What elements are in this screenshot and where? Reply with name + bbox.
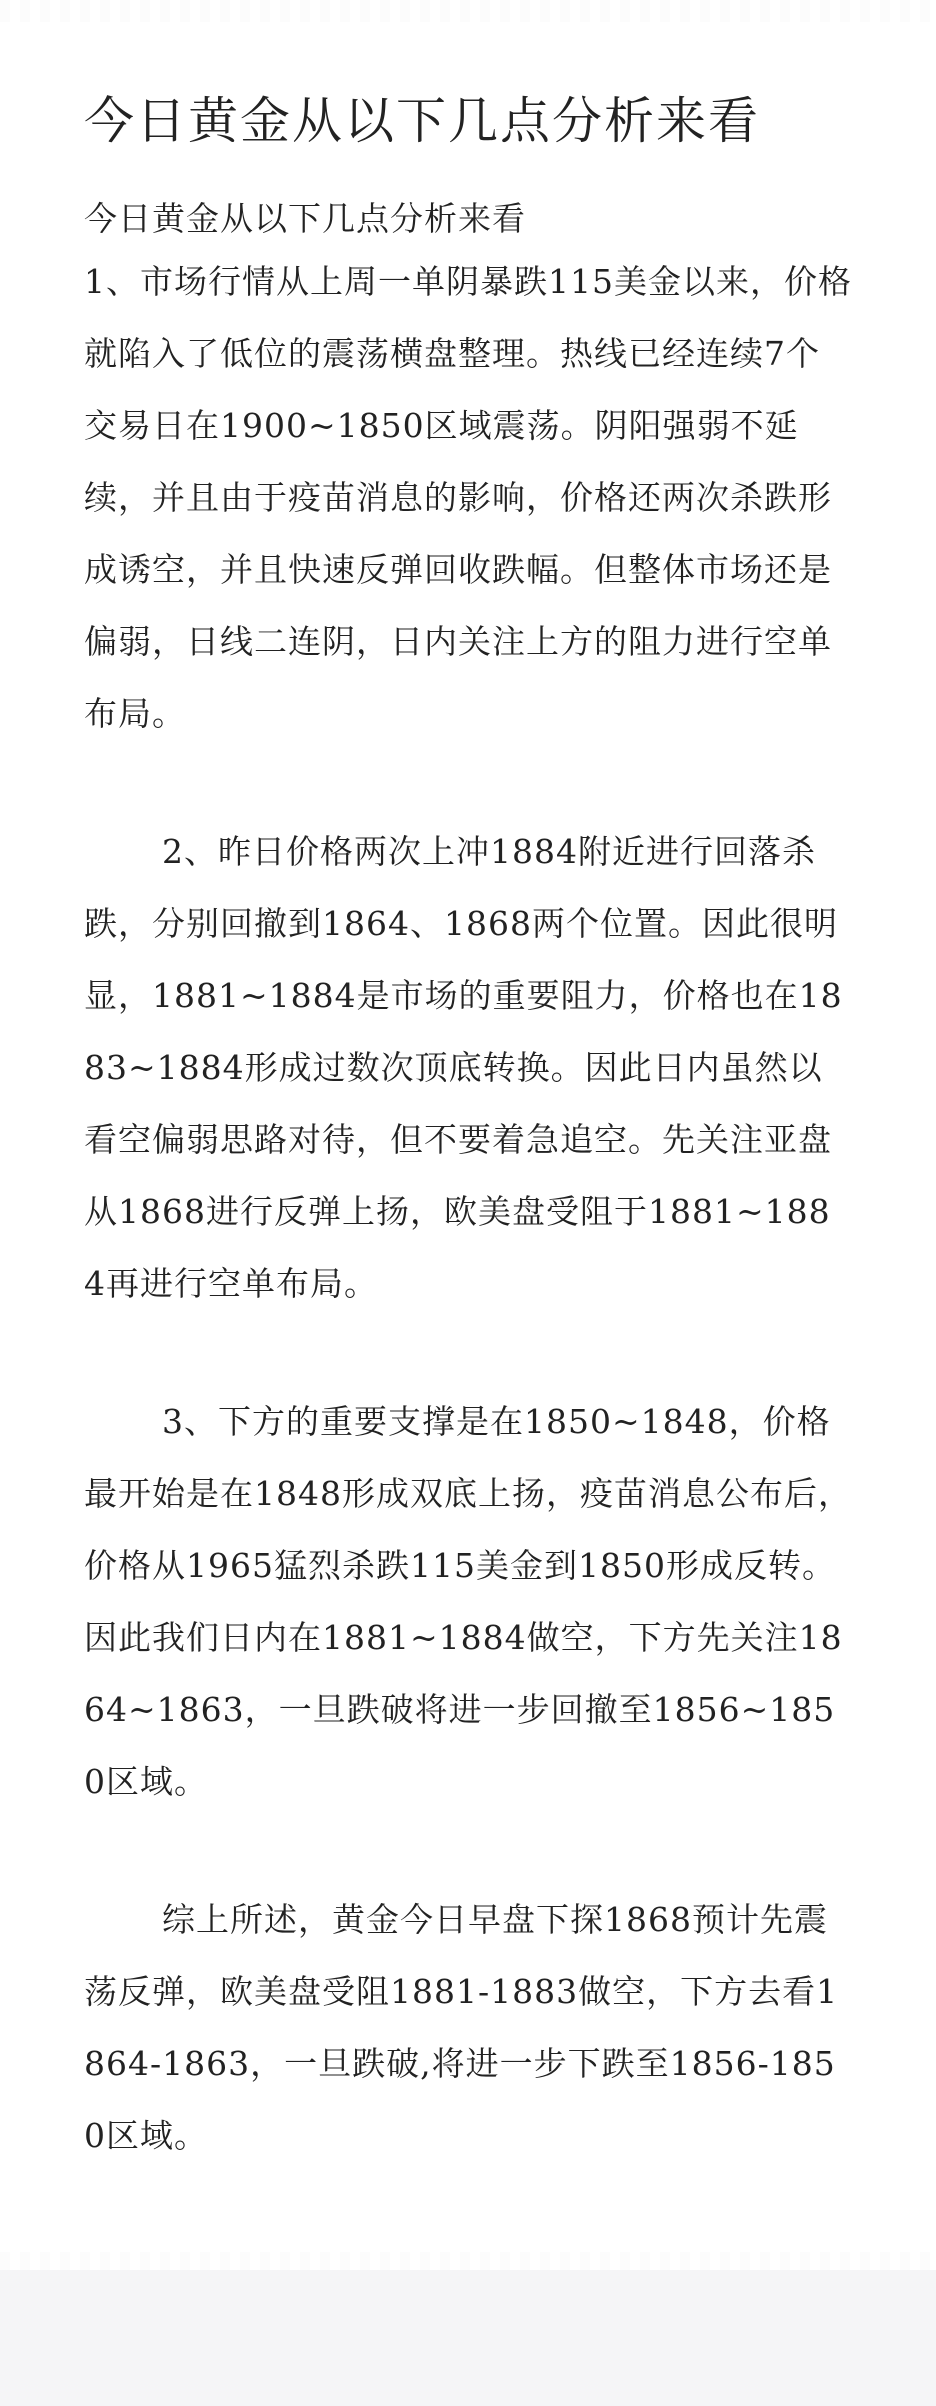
article-title: 今日黄金从以下几点分析来看 xyxy=(84,92,760,150)
paragraph-4: 综上所述，黄金今日早盘下探1868预计先震荡反弹，欧美盘受阻1881-1883做空，下方去看1864-1863，一旦跌破,将进一步下跌至1856-1850区域。 xyxy=(84,1900,839,2155)
article-subtitle: 今日黄金从以下几点分析来看 xyxy=(84,199,526,238)
paragraph-3: 3、下方的重要支撑是在1850~1848，价格最开始是在1848形成双底上扬，疫苗消息公布后，价格从1965猛烈杀跌115美金到1850形成反转。因此我们日内在1881~1884做空，下方先关注1864~1863，一旦跌破将进一步回撤至1856~1850区域。 xyxy=(84,1402,852,1801)
paragraph-2: 2、昨日价格两次上冲1884附近进行回落杀跌，分别回撤到1864、1868两个位置。因此很明显，1881~1884是市场的重要阻力，价格也在1883~1884形成过数次顶底转换。因此日内虽然以看空偏弱思路对待，但不要着急追空。先关注亚盘从1868进行反弹上扬，欧美盘受阻于1881~1884再进行空单布局。 xyxy=(84,832,843,1303)
paragraph-1: 1、市场行情从上周一单阴暴跌115美金以来，价格就陷入了低位的震荡横盘整理。热线已经连续7个交易日在1900~1850区域震荡。阴阳强弱不延续，并且由于疫苗消息的影响，价格还两次杀跌形成诱空，并且快速反弹回收跌幅。但整体市场还是偏弱，日线二连阴，日内关注上方的阻力进行空单布局。 xyxy=(84,262,852,733)
